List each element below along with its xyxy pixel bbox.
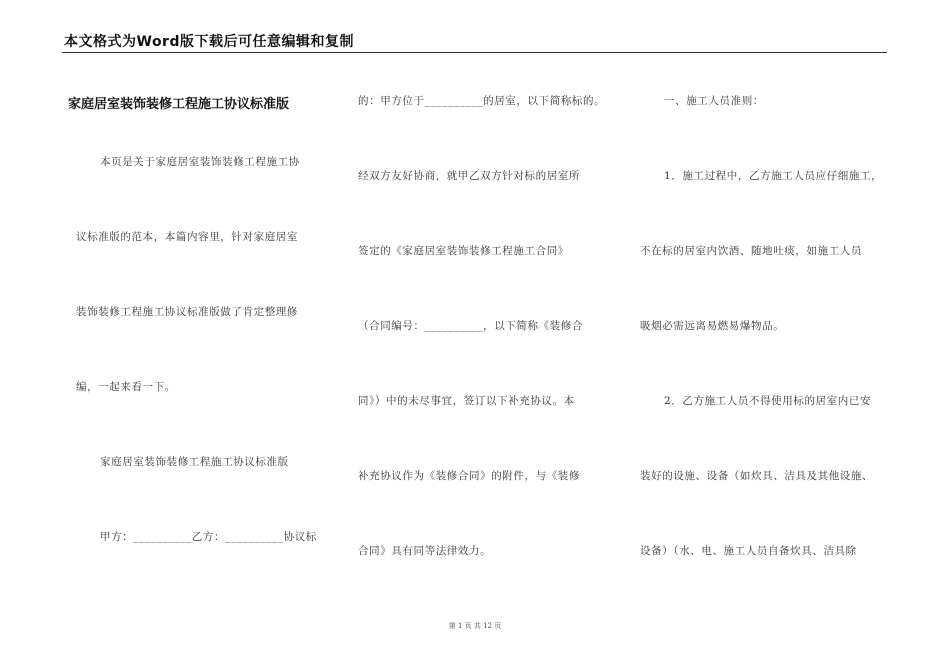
page-number-footer: 第 1 页 共 12 页	[448, 622, 502, 630]
paragraph-line: 吸烟必需远离易燃易爆物品。	[640, 320, 785, 332]
paragraph-line: 补充协议作为《装修合同》的附件，与《装修	[358, 470, 580, 482]
paragraph-line: 议标准版的范本，本篇内容里，针对家庭居室	[76, 231, 298, 243]
paragraph-line: 签定的《家庭居室装饰装修工程施工合同》	[358, 245, 569, 257]
paragraph-line: 经双方友好协商，就甲乙双方针对标的居室所	[358, 170, 580, 182]
paragraph-line: 装好的设施、设备（如炊具、洁具及其他设施、	[640, 470, 874, 482]
document-title: 家庭居室装饰装修工程施工协议标准版	[68, 97, 290, 112]
paragraph-line: 装饰装修工程施工协议标准版做了肯定整理修	[76, 306, 298, 318]
paragraph-line: 编，一起来看一下。	[76, 381, 176, 393]
paragraph-line: 甲方：__________乙方：__________协议标	[100, 531, 317, 543]
paragraph-line: 家庭居室装饰装修工程施工协议标准版	[100, 456, 289, 468]
paragraph-line: 2．乙方施工人员不得使用标的居室内已安	[664, 395, 872, 407]
paragraph-line: 设备）（水、电、施工人员自备炊具、洁具除	[640, 545, 857, 557]
paragraph-line: 的：甲方位于__________的居室，以下简称标的。	[358, 95, 606, 107]
paragraph-line: 同》）中的未尽事宜，签订以下补充协议。本	[358, 395, 575, 407]
paragraph-line: 本页是关于家庭居室装饰装修工程施工协	[100, 156, 300, 168]
paragraph-line: （合同编号：__________，以下简称《装修合	[358, 320, 583, 332]
paragraph-line: 不在标的居室内饮酒、随地吐痰，如施工人员	[640, 245, 862, 257]
paragraph-line: 合同》具有同等法律效力。	[358, 545, 492, 557]
section-heading: 一、施工人员准则：	[664, 95, 764, 107]
document-header-title: 本文格式为Word版下载后可任意编辑和复制	[64, 34, 354, 50]
paragraph-line: 1．施工过程中，乙方施工人员应仔细施工，	[664, 170, 883, 182]
header-divider	[62, 52, 887, 53]
